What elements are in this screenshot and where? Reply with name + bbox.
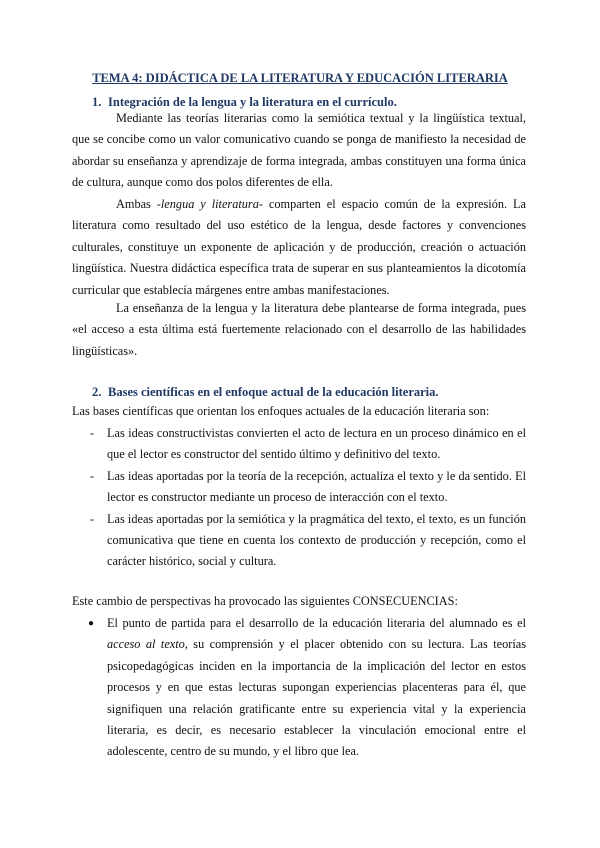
consequences-item-rest: , su comprensión y el placer obtenido con su lectura. Las teorías psicopedagógicas inciden en la importancia de la implicación del lector en estos procesos y en que estas lecturas supongan experiencias placenteras para él, que signifiquen una relación gratificante entre su experiencia vital y la experiencia literaria, es decir, es necesario establecer la vinculación emocional entre el adolescente, centro de su mundo, y el libro que lea. xyxy=(107,637,526,759)
list-item-text: Las ideas aportadas por la semiótica y la pragmática del texto, el texto, es un función comunicativa que tiene en cuenta los contexto de producción y recepción, como el carácter histórico, social y cultura. xyxy=(107,511,526,569)
section-2-number: 2. xyxy=(92,385,102,399)
section-2-list xyxy=(72,423,526,573)
section-1-paragraph-3 xyxy=(72,298,526,362)
section-1-paragraph-2-start: Ambas xyxy=(116,197,157,211)
list-item-text: Las ideas constructivistas convierten el acto de lectura en un proceso dinámico en el que el lector es constructor del sentido último y definitivo del texto. xyxy=(107,426,526,462)
consequences-item-start: El punto de partida para el desarrollo de la educación literaria del alumnado es el xyxy=(107,616,526,630)
list-item xyxy=(72,423,526,466)
section-1-paragraph-1 xyxy=(72,108,526,194)
consequences-item-italic: acceso al texto xyxy=(107,637,185,652)
list-item xyxy=(72,509,526,573)
page-title-text: TEMA 4: DIDÁCTICA DE LA LITERATURA Y EDUCACIÓN LITERARIA xyxy=(92,71,508,85)
section-1-paragraph-1-text: Mediante las teorías literarias como la semiótica textual y la lingüística textual, que se concibe como un valor comunicativo cuando se ponga de manifiesto la necesidad de abordar su enseñanza y aprendizaje de forma integrada, ambas constituyen una forma única de cultura, aunque como dos polos diferentes de ella. xyxy=(72,111,526,190)
section-2-heading xyxy=(92,385,439,400)
consequences-intro: Este cambio de perspectivas ha provocado las siguientes CONSECUENCIAS: xyxy=(72,594,458,608)
consequences-list xyxy=(72,613,526,763)
dash-marker: - xyxy=(90,511,95,526)
page-title xyxy=(0,71,600,86)
section-2-heading-text: Bases científicas en el enfoque actual de la educación literaria. xyxy=(108,385,439,399)
list-item-text: Las ideas aportadas por la teoría de la recepción, actualiza el texto y le da sentido. El lector es constructor mediante un proceso de interacción con el texto. xyxy=(107,468,526,505)
section-2-intro: Las bases científicas que orientan los enfoques actuales de la educación literaria son: xyxy=(72,404,490,418)
section-1-paragraph-2-italic: -lengua y literatura- xyxy=(156,197,263,211)
list-item xyxy=(72,613,526,763)
dash-marker: - xyxy=(90,426,95,440)
section-1-paragraph-2-rest: comparten el espacio común de la expresión. La literatura como resultado del uso estético de la lengua, desde factores y convenciones culturales, constituye un exponente de aplicación y de producción, creación o actuación lingüística. Nuestra didáctica específica trata de superar en sus planteamientos la dicotomía curricular que establecía márgenes entre ambas manifestaciones. xyxy=(72,197,526,297)
dash-marker: - xyxy=(90,468,95,483)
bullet-icon: ● xyxy=(88,618,95,629)
section-1-paragraph-2 xyxy=(72,194,526,301)
list-item xyxy=(72,466,526,509)
section-1-paragraph-3-text: La enseñanza de la lengua y la literatura debe plantearse de forma integrada, pues «el acceso a esta última está fuertemente relacionado con el desarrollo de las habilidades lingüísticas». xyxy=(72,301,526,358)
section-1-heading-text: Integración de la lengua y la literatura en el currículo. xyxy=(108,95,397,109)
section-1-number: 1. xyxy=(92,95,102,109)
